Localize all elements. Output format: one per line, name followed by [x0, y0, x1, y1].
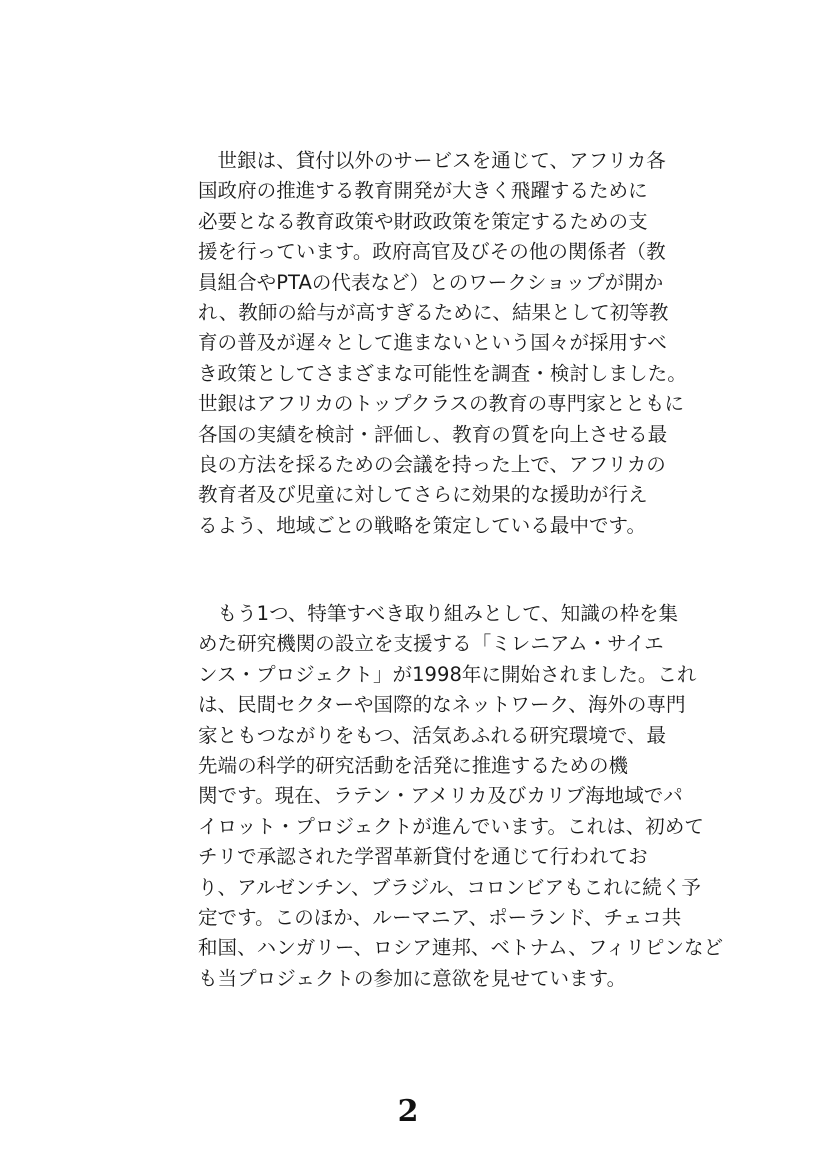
text-line: もう1つ、特筆すべき取り組みとして、知識の枠を集 [198, 602, 679, 625]
paragraph-millennium-science-project [198, 599, 724, 994]
text-line: 先端の科学的研究活動を活発に推進するための機 [198, 753, 629, 777]
text-line: 国政府の推進する教育開発が大きく飛躍するために [198, 179, 648, 203]
text-line: 教育者及び児童に対してさらに効果的な援助が行え [198, 483, 648, 507]
text-line: 各国の実績を検討・評価し、教育の質を向上させる最 [198, 422, 668, 446]
text-line: 世銀は、貸付以外のサービスを通じて、アフリカ各 [198, 149, 666, 172]
page-number: 2 [397, 1094, 419, 1129]
text-line: 世銀はアフリカのトップクラスの教育の専門家とともに [198, 392, 685, 416]
text-line: 援を行っています。政府高官及びその他の関係者（教 [198, 240, 666, 264]
text-line: れ、教師の給与が高すぎるために、結果として初等教 [198, 300, 669, 324]
text-line: 定です。このほか、ルーマニア、ポーランド、チェコ共 [198, 905, 682, 929]
text-line: り、アルゼンチン、ブラジル、コロンビアもこれに続く予 [198, 875, 701, 899]
text-line: ンス・プロジェクト」が1998年に開始されました。これ [198, 662, 697, 686]
text-line: 必要となる教育政策や財政政策を策定するための支 [198, 209, 648, 233]
text-line: 家ともつながりをもつ、活気あふれる研究環境で、最 [198, 723, 667, 747]
text-line: 関です。現在、ラテン・アメリカ及びカリブ海地域でパ [198, 784, 683, 808]
text-line: めた研究機関の設立を支援する「ミレニアム・サイエ [198, 632, 664, 656]
text-line: るよう、地域ごとの戦略を策定している最中です。 [198, 513, 647, 537]
text-line: イロット・プロジェクトが進んでいます。これは、初めて [198, 814, 704, 838]
text-line: 良の方法を採るための会議を持った上で、アフリカの [198, 452, 666, 476]
paragraph-world-bank-africa [198, 146, 687, 541]
text-line: 和国、ハンガリー、ロシア連邦、ベトナム、フィリピンなど [198, 936, 724, 960]
text-line: は、民間セクターや国際的なネットワーク、海外の専門 [198, 693, 686, 717]
text-line: も当プロジェクトの参加に意欲を見せています。 [198, 966, 627, 990]
text-line: チリで承認された学習革新貸付を通じて行われてお [198, 845, 648, 869]
text-line: 育の普及が遅々として進まないという国々が採用すべ [198, 331, 667, 355]
text-line: 員組合やPTAの代表など）とのワークショップが開か [198, 270, 664, 294]
text-line: き政策としてさまざまな可能性を調査・検討しました。 [198, 361, 687, 385]
